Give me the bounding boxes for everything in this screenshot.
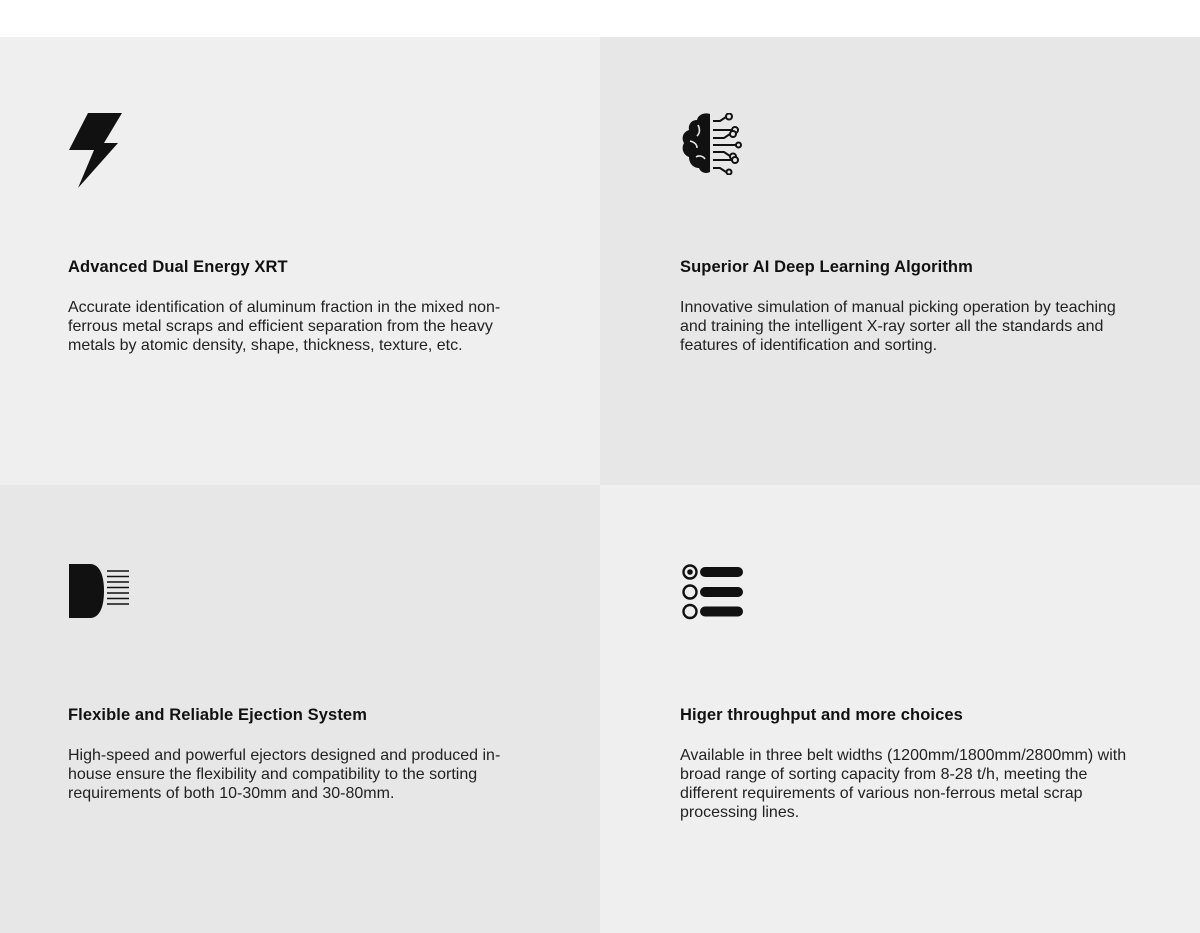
options-list-icon — [680, 563, 744, 621]
feature-description: Available in three belt widths (1200mm/1800mm/2800mm) with broad range of sorting capacity from 8-28 t/h, meeting the different requirements of various non-ferrous metal scrap processing lines. — [680, 747, 1127, 821]
top-strip — [0, 0, 1200, 37]
feature-card-throughput — [600, 485, 1200, 933]
feature-title: Higer throughput and more choices — [680, 706, 963, 724]
feature-title: Advanced Dual Energy XRT — [68, 258, 288, 276]
features-grid — [0, 37, 1200, 933]
feature-description: Accurate identification of aluminum fraction in the mixed non-ferrous metal scraps and efficient separation from the heavy metals by atomic density, shape, thickness, texture, etc. — [68, 299, 501, 354]
feature-description: Innovative simulation of manual picking operation by teaching and training the intelligent X-ray sorter all the standards and features of identification and sorting. — [680, 299, 1116, 354]
feature-card-ai-algorithm — [600, 37, 1200, 485]
feature-card-ejection-system — [0, 485, 600, 933]
feature-title: Flexible and Reliable Ejection System — [68, 706, 367, 724]
ejector-beam-icon — [68, 564, 130, 620]
lightning-bolt-icon — [68, 113, 124, 189]
ai-brain-circuit-icon — [680, 113, 742, 175]
feature-card-dual-energy — [0, 37, 600, 485]
feature-description: High-speed and powerful ejectors designed and produced in-house ensure the flexibility and compatibility to the sorting requirements of both 10-30mm and 30-80mm. — [68, 747, 501, 802]
feature-title: Superior AI Deep Learning Algorithm — [680, 258, 973, 276]
